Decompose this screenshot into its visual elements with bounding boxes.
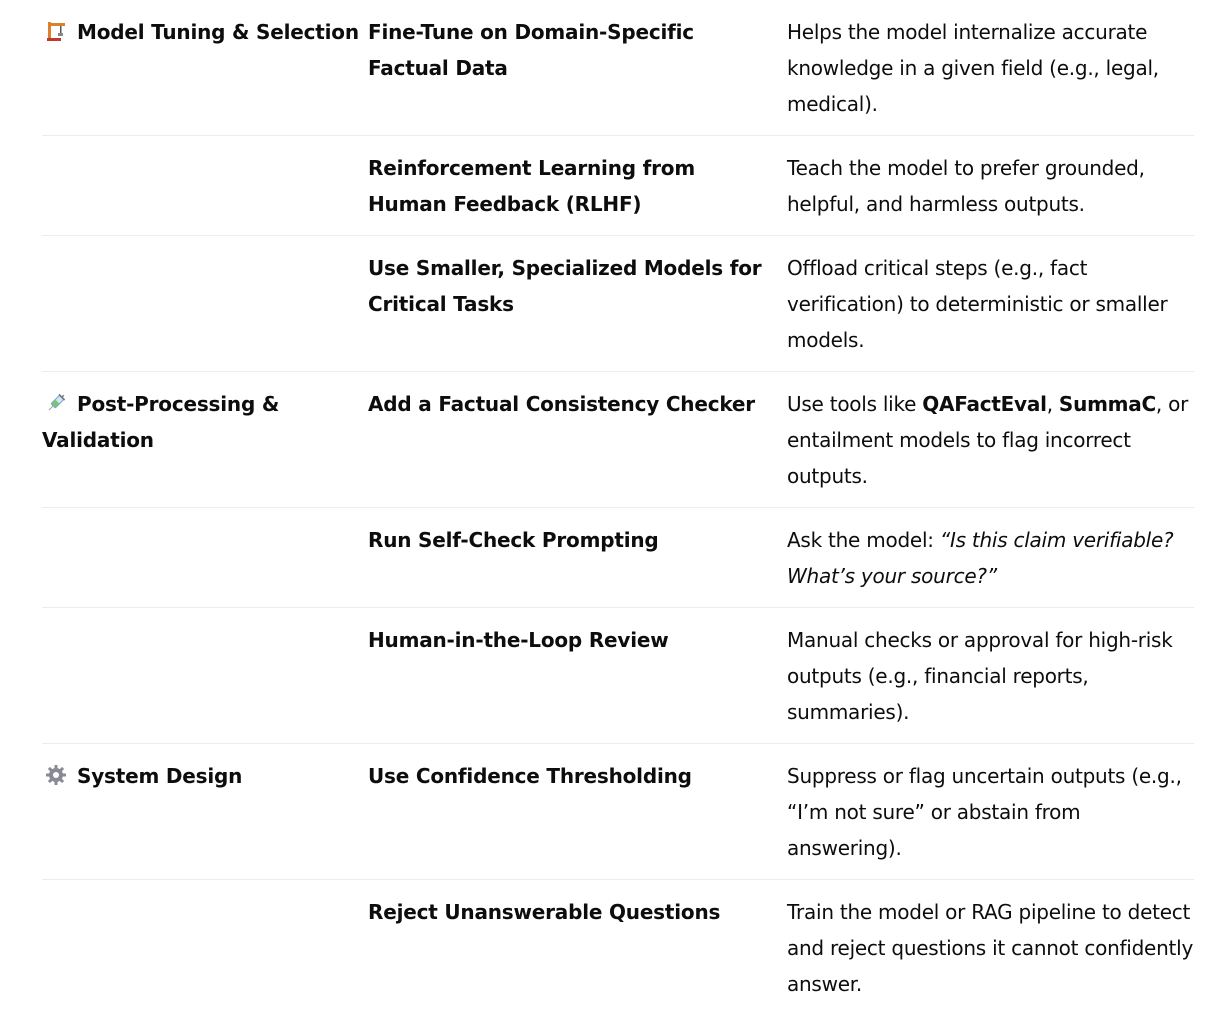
description-cell: Manual checks or approval for high-risk outputs (e.g., financial reports, summaries). [787,628,1173,724]
category-cell [42,250,368,358]
description-text: Ask the model: [787,528,940,552]
syringe-icon [45,389,67,411]
description-cell: Suppress or flag uncertain outputs (e.g., “I’m not sure” or abstain from answering). [787,764,1182,860]
category-cell [42,386,368,494]
technique-cell: Run Self-Check Prompting [368,528,659,552]
category-cell [42,522,368,594]
table-row [42,880,1194,1015]
category-cell [42,14,368,122]
technique-cell: Add a Factual Consistency Checker [368,392,755,416]
description-cell: Helps the model internalize accurate knowledge in a given field (e.g., legal, medical). [787,20,1159,116]
category-label: Model Tuning & Selection [77,20,359,44]
description-cell: Teach the model to prefer grounded, helpful, and harmless outputs. [787,156,1145,216]
table-row [42,0,1194,136]
prompt-quote: “Is this claim verifiable? What’s your source?” [787,528,1174,588]
category-cell [42,150,368,222]
technique-cell: Fine-Tune on Domain-Specific Factual Data [368,20,694,80]
tool-name: SummaC [1058,392,1156,416]
category-cell [42,758,368,866]
mitigation-table [42,0,1194,1015]
gear-icon [45,761,67,783]
technique-cell: Reinforcement Learning from Human Feedback (RLHF) [368,156,695,216]
tool-name: QAFactEval [922,392,1047,416]
category-label: System Design [77,764,243,788]
description-cell [787,522,1194,594]
category-cell [42,894,368,1002]
table-row [42,608,1194,744]
table-row [42,508,1194,608]
technique-cell: Use Confidence Thresholding [368,764,692,788]
technique-cell: Use Smaller, Specialized Models for Critical Tasks [368,256,762,316]
description-text: , or entailment models to flag incorrect outputs. [787,392,1189,488]
table-row [42,372,1194,508]
description-text: , [1046,392,1059,416]
description-text: Use tools like [787,392,923,416]
description-cell: Train the model or RAG pipeline to detect and reject questions it cannot confidently answer. [787,900,1194,996]
table-row [42,236,1194,372]
technique-cell: Human-in-the-Loop Review [368,628,669,652]
table-row [42,136,1194,236]
description-cell: Offload critical steps (e.g., fact verification) to deterministic or smaller models. [787,256,1168,352]
category-label: Post-Processing & Validation [42,392,280,452]
technique-cell: Reject Unanswerable Questions [368,900,721,924]
category-cell [42,622,368,730]
description-cell [787,386,1194,494]
table-row [42,744,1194,880]
crane-icon [45,17,67,39]
